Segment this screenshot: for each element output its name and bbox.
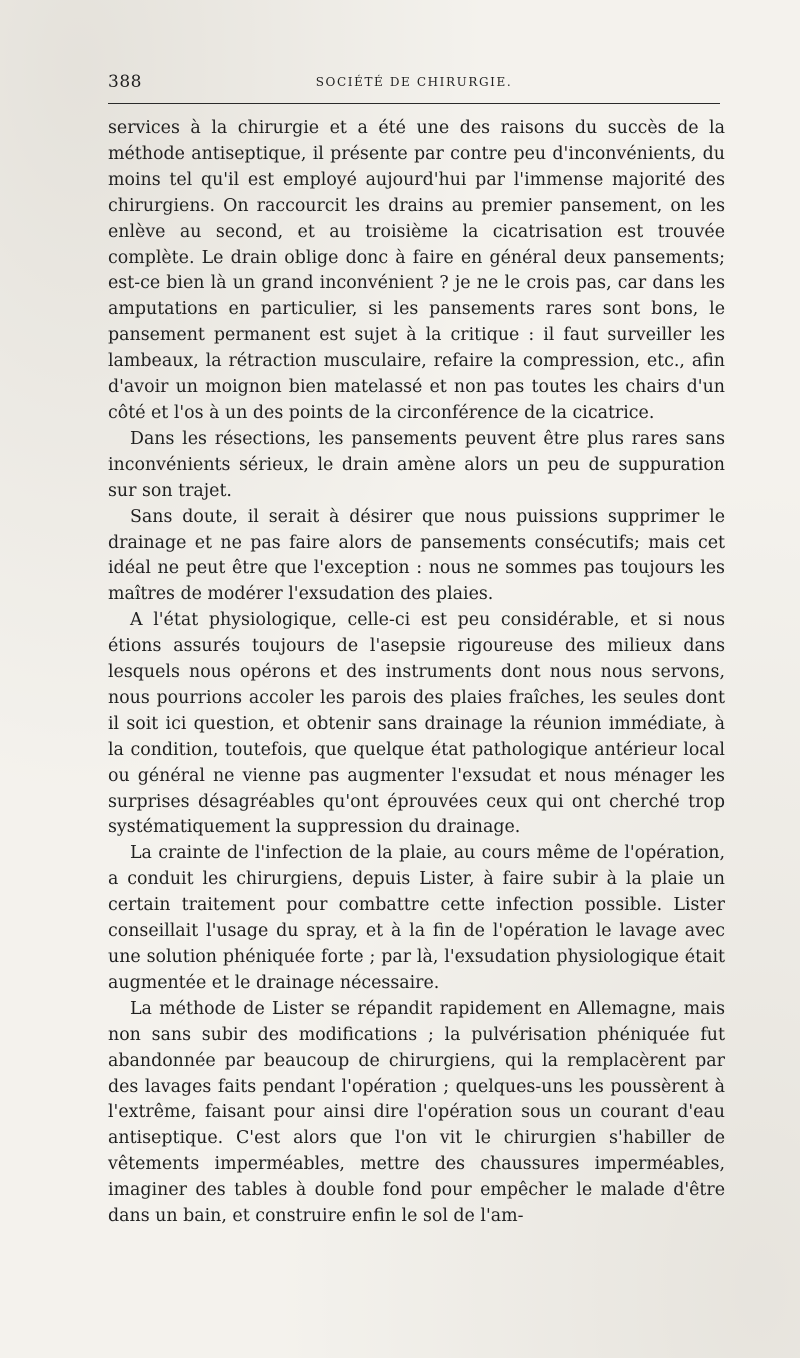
header-rule xyxy=(108,103,720,104)
paragraph-5: La crainte de l'infection de la plaie, au cours même de l'opération, a conduit les chirurgiens, depuis Lister, à faire subir à la plaie un certain traitement pour combattre cette infection possible. Lister conseillait l'usage du spray, et à la fin de l'opération le lavage avec une solution phéniquée forte ; par là, l'exsudation physiologique était augmentée et le drainage nécessaire. xyxy=(108,843,725,993)
body-text xyxy=(108,116,725,1230)
paragraph-1: services à la chirurgie et a été une des raisons du succès de la méthode antiseptique, il présente par contre peu d'inconvénients, du moins tel qu'il est employé aujourd'hui par l'immense majorité des chirurgiens. On raccourcit les drains au premier pansement, on les enlève au second, et au troisième la cicatrisation est trouvée complète. Le drain oblige donc à faire en général deux pansements; est-ce bien là un grand inconvénient ? je ne le crois pas, car dans les amputations en particulier, si les pansements rares sont bons, le pansement permanent est sujet à la critique : il faut surveiller les lambeaux, la rétraction musculaire, refaire la compression, etc., afin d'avoir un moignon bien matelassé et non pas toutes les chairs d'un côté et l'os à un des points de la circonférence de la cicatrice. xyxy=(108,118,725,423)
paragraph-4: A l'état physiologique, celle-ci est peu considérable, et si nous étions assurés toujours de l'asepsie rigoureuse des milieux dans lesquels nous opérons et des instruments dont nous nous servons, nous pourrions accoler les parois des plaies fraîches, les seules dont il soit ici question, et obtenir sans drainage la réunion immédiate, à la condition, toutefois, que quelque état pathologique antérieur local ou général ne vienne pas augmenter l'exsudat et nous ménager les surprises désagréables qu'ont éprouvées ceux qui ont cherché trop systématiquement la suppression du drainage. xyxy=(108,610,725,838)
paragraph-3: Sans doute, il serait à désirer que nous puissions supprimer le drainage et ne pas faire alors de pansements consécutifs; mais cet idéal ne peut être que l'exception : nous ne sommes pas toujours les maîtres de modérer l'exsudation des plaies. xyxy=(108,506,725,605)
page-number: 388 xyxy=(108,72,142,92)
page-header xyxy=(108,72,720,96)
paragraph-6: La méthode de Lister se répandit rapidement en Allemagne, mais non sans subir des modifications ; la pulvérisation phéniquée fut abandonnée par beaucoup de chirurgiens, qui la remplacèrent par des lavages faits pendant l'opération ; quelques-uns les poussèrent à l'extrême, faisant pour ainsi dire l'opération sous un courant d'eau antiseptique. C'est alors que l'on vit le chirurgien s'habiller de vêtements imperméables, mettre des chaussures imperméables, imaginer des tables à double fond pour empêcher le malade d'être dans un bain, et construire enfin le sol de l'am- xyxy=(108,998,725,1227)
paragraph-2: Dans les résections, les pansements peuvent être plus rares sans inconvénients sérieux, le drain amène alors un peu de suppuration sur son trajet. xyxy=(108,428,725,501)
running-head: SOCIÉTÉ DE CHIRURGIE. xyxy=(315,75,513,89)
